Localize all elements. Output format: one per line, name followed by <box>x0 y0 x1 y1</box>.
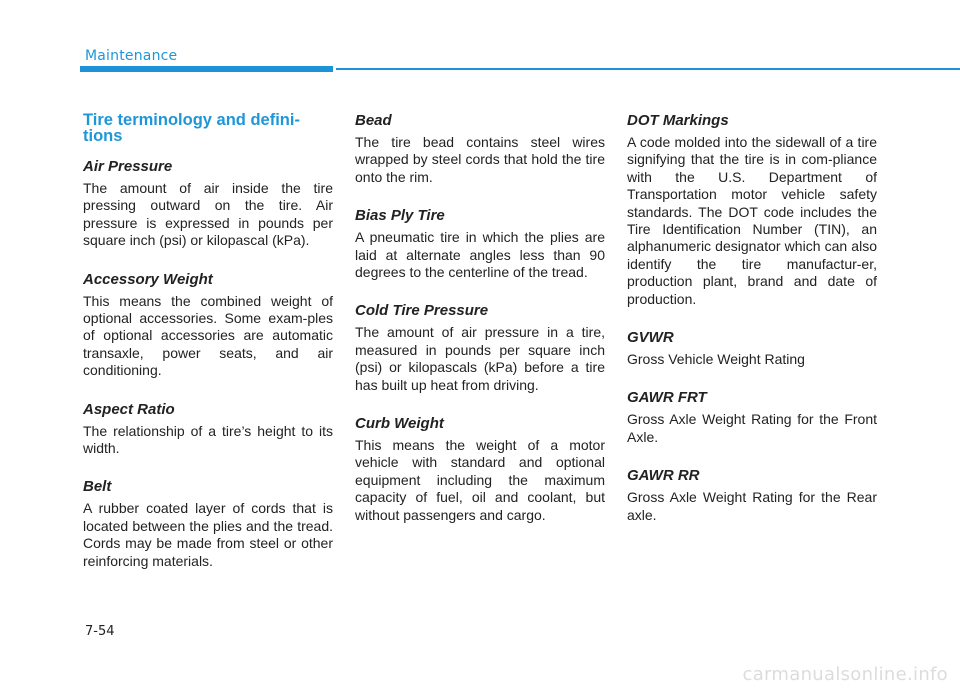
section-label: Maintenance <box>85 48 178 64</box>
watermark: carmanualsonline.info <box>742 664 948 685</box>
term-heading: Bias Ply Tire <box>355 207 445 225</box>
term-heading: Air Pressure <box>83 158 173 175</box>
term-definition: The relationship of a tire’s height to its width. <box>83 422 333 457</box>
term-definition: Gross Axle Weight Rating for the Rear axle. <box>627 489 877 523</box>
header-rule-thin <box>336 68 960 70</box>
term-heading: Curb Weight <box>355 415 444 433</box>
term-definition: A rubber coated layer of cords that is located between the plies and the tread. Cords may be made from steel or other reinforcing materials. <box>83 500 333 569</box>
term-definition: The tire bead contains steel wires wrapped by steel cords that hold the tire onto the rim. <box>355 134 605 185</box>
header-rule-bold <box>80 66 333 72</box>
term-definition: A code molded into the sidewall of a tire signifying that the tire is in com-pliance with the U.S. Department of Transportation motor vehicle safety standards. The DOT code includes the Tire Identification Number (TIN), an alphanumeric designator which can also identify the tire manufactur-er, production plant, brand and date of production. <box>627 134 877 307</box>
term-heading: GVWR <box>627 329 674 347</box>
term-heading: Belt <box>83 478 112 496</box>
term-heading: GAWR RR <box>627 467 700 485</box>
term-heading: Cold Tire Pressure <box>355 302 489 320</box>
term-heading: Aspect Ratio <box>83 400 175 418</box>
term-heading: DOT Markings <box>627 112 729 129</box>
column-3 <box>627 112 877 545</box>
term-heading: Accessory Weight <box>83 270 213 288</box>
term-heading: Bead <box>355 112 392 129</box>
page-number: 7-54 <box>85 624 115 639</box>
term-definition: A pneumatic tire in which the plies are laid at alternate angles less than 90 degrees to the centerline of the tread. <box>355 229 605 281</box>
term-definition: This means the combined weight of optional accessories. Some exam-ples of optional accessories are automatic transaxle, power seats, and air conditioning. <box>83 292 333 379</box>
term-definition: Gross Vehicle Weight Rating <box>627 351 805 368</box>
term-heading: GAWR FRT <box>627 389 707 407</box>
column-2 <box>355 112 605 545</box>
column-1 <box>83 112 333 591</box>
term-definition: This means the weight of a motor vehicle with standard and optional equipment including the maximum capacity of fuel, oil and coolant, but without passengers and cargo. <box>355 437 605 523</box>
term-definition: The amount of air inside the tire pressing outward on the tire. Air pressure is expressed in pounds per square inch (psi) or kilopascal (kPa). <box>83 180 333 249</box>
page-title: Tire terminology and defini- tions <box>83 111 300 145</box>
term-definition: Gross Axle Weight Rating for the Front Axle. <box>627 411 877 445</box>
term-definition: The amount of air pressure in a tire, measured in pounds per square inch (psi) or kilopascals (kPa) before a tire has built up heat from driving. <box>355 324 605 393</box>
